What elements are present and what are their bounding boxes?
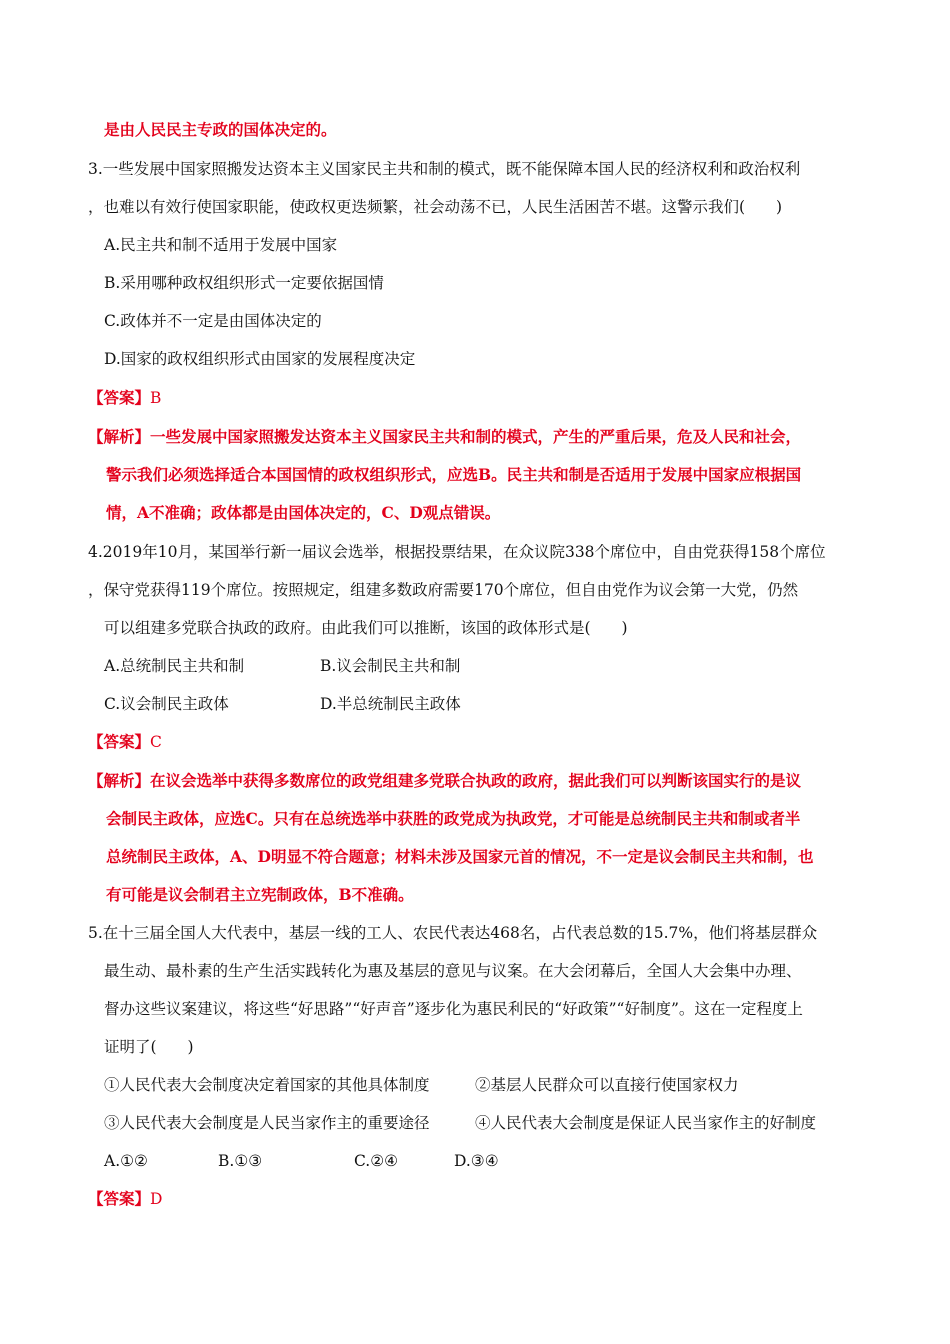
q5-stem-line4: 证明了( ) bbox=[104, 1038, 194, 1056]
previous-analysis-continuation: 是由人民民主专政的国体决定的。 bbox=[104, 120, 337, 139]
q3-option-b: B.采用哪种政权组织形式一定要依据国情 bbox=[104, 274, 384, 292]
q5-option-d: D.③④ bbox=[454, 1152, 499, 1170]
q5-answer bbox=[88, 1188, 162, 1210]
q3-analysis-line2: 警示我们必须选择适合本国国情的政权组织形式，应选B。民主共和制是否适用于发展中国家应根据国 bbox=[106, 465, 802, 484]
q3-analysis-line3: 情，A不准确；政体都是由国体决定的，C、D观点错误。 bbox=[106, 503, 501, 522]
q3-stem-line1: 3.一些发展中国家照搬发达资本主义国家民主共和制的模式，既不能保障本国人民的经济权利和政治权利 bbox=[88, 160, 801, 178]
q5-statement-1: ①人民代表大会制度决定着国家的其他具体制度 bbox=[104, 1076, 430, 1094]
q5-statement-4: ④人民代表大会制度是保证人民当家作主的好制度 bbox=[475, 1114, 817, 1132]
q5-stem-line1: 5.在十三届全国人大代表中，基层一线的工人、农民代表达468名，占代表总数的15.7%，他们将基层群众 bbox=[88, 924, 818, 942]
q4-answer bbox=[88, 731, 162, 753]
answer-value: D bbox=[150, 1190, 163, 1208]
q4-stem-line1: 4.2019年10月，某国举行新一届议会选举，根据投票结果，在众议院338个席位中，自由党获得158个席位 bbox=[88, 543, 826, 561]
q3-answer bbox=[88, 387, 161, 409]
q5-option-a: A.①② bbox=[104, 1152, 148, 1170]
answer-value: C bbox=[150, 733, 162, 751]
q4-option-a: A.总统制民主共和制 bbox=[104, 657, 245, 675]
q5-stem-line2: 最生动、最朴素的生产生活实践转化为惠及基层的意见与议案。在大会闭幕后，全国人大会集中办理、 bbox=[104, 962, 802, 980]
q4-analysis-line2: 会制民主政体，应选C。只有在总统选举中获胜的政党成为执政党，才可能是总统制民主共和制或者半 bbox=[106, 809, 801, 828]
q5-option-b: B.①③ bbox=[218, 1152, 263, 1170]
q3-stem-line2: ，也难以有效行使国家职能，使政权更迭频繁，社会动荡不已，人民生活困苦不堪。这警示我们( ) bbox=[88, 198, 783, 216]
q5-stem-line3: 督办这些议案建议，将这些“好思路”“好声音”逐步化为惠民利民的“好政策”“好制度”。这在一定程度上 bbox=[104, 1000, 803, 1018]
q5-statement-2: ②基层人民群众可以直接行使国家权力 bbox=[475, 1076, 739, 1094]
answer-tag: 【答案】 bbox=[88, 732, 151, 751]
q3-analysis-line1: 【解析】一些发展中国家照搬发达资本主义国家民主共和制的模式，产生的严重后果，危及人民和社会， bbox=[88, 427, 802, 446]
q3-option-d: D.国家的政权组织形式由国家的发展程度决定 bbox=[104, 350, 416, 368]
q5-option-c: C.②④ bbox=[354, 1152, 399, 1170]
answer-tag: 【答案】 bbox=[88, 388, 151, 407]
q4-analysis-line4: 有可能是议会制君主立宪制政体，B不准确。 bbox=[106, 885, 414, 904]
answer-tag: 【答案】 bbox=[88, 1189, 151, 1208]
q3-option-a: A.民主共和制不适用于发展中国家 bbox=[104, 236, 338, 254]
analysis-tag: 【解析】 bbox=[88, 427, 151, 446]
q4-analysis-line1: 【解析】在议会选举中获得多数席位的政党组建多党联合执政的政府，据此我们可以判断该国实行的是议 bbox=[88, 771, 802, 790]
q4-option-b: B.议会制民主共和制 bbox=[320, 657, 461, 675]
analysis-tag: 【解析】 bbox=[88, 771, 151, 790]
q4-stem-line2: ，保守党获得119个席位。按照规定，组建多数政府需要170个席位，但自由党作为议会第一大党，仍然 bbox=[88, 581, 799, 599]
q4-option-c: C.议会制民主政体 bbox=[104, 695, 229, 713]
q4-option-d: D.半总统制民主政体 bbox=[320, 695, 461, 713]
q4-stem-line3: 可以组建多党联合执政的政府。由此我们可以推断，该国的政体形式是( ) bbox=[104, 619, 628, 637]
answer-value: B bbox=[150, 389, 162, 407]
q4-analysis-line3: 总统制民主政体，A、D明显不符合题意；材料未涉及国家元首的情况，不一定是议会制民主共和制，也 bbox=[106, 847, 814, 866]
q5-statement-3: ③人民代表大会制度是人民当家作主的重要途径 bbox=[104, 1114, 430, 1132]
q3-option-c: C.政体并不一定是由国体决定的 bbox=[104, 312, 322, 330]
